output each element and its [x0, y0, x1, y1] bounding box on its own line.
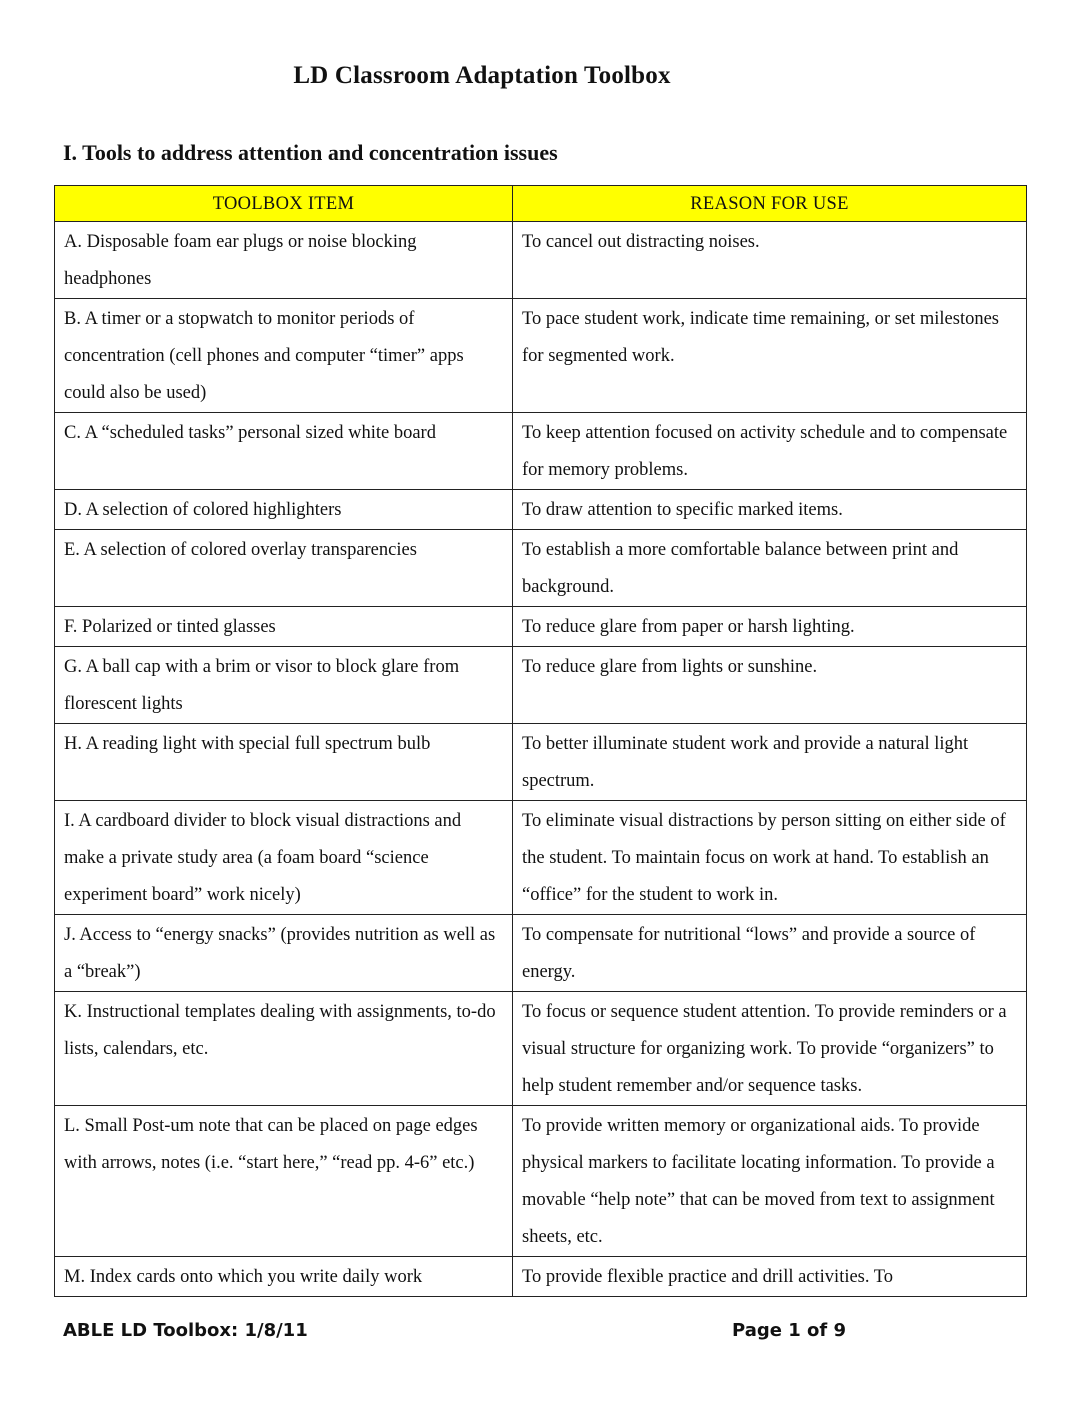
reason-cell: To provide written memory or organizational aids. To provide physical markers to facilitate locating information. To provide a movable “help note” that can be moved from text to assignment sheets, etc. — [513, 1106, 1027, 1257]
table-row — [55, 413, 1027, 490]
table-row — [55, 222, 1027, 299]
toolbox-item-cell: J. Access to “energy snacks” (provides nutrition as well as a “break”) — [55, 915, 513, 992]
reason-cell: To provide flexible practice and drill activities. To — [513, 1257, 1027, 1297]
reason-cell: To establish a more comfortable balance between print and background. — [513, 530, 1027, 607]
table-row — [55, 724, 1027, 801]
document-title: LD Classroom Adaptation Toolbox — [293, 62, 671, 89]
reason-cell: To eliminate visual distractions by person sitting on either side of the student. To maintain focus on work at hand. To establish an “office” for the student to work in. — [513, 801, 1027, 915]
reason-cell: To focus or sequence student attention. To provide reminders or a visual structure for organizing work. To provide “organizers” to help student remember and/or sequence tasks. — [513, 992, 1027, 1106]
reason-cell: To compensate for nutritional “lows” and provide a source of energy. — [513, 915, 1027, 992]
table-row — [55, 299, 1027, 413]
reason-cell: To draw attention to specific marked items. — [513, 490, 1027, 530]
toolbox-item-cell: F. Polarized or tinted glasses — [55, 607, 513, 647]
table-row — [55, 647, 1027, 724]
reason-cell: To better illuminate student work and provide a natural light spectrum. — [513, 724, 1027, 801]
toolbox-item-cell: A. Disposable foam ear plugs or noise blocking headphones — [55, 222, 513, 299]
table-row — [55, 1106, 1027, 1257]
toolbox-item-cell: H. A reading light with special full spectrum bulb — [55, 724, 513, 801]
reason-cell: To keep attention focused on activity schedule and to compensate for memory problems. — [513, 413, 1027, 490]
reason-cell: To pace student work, indicate time remaining, or set milestones for segmented work. — [513, 299, 1027, 413]
reason-cell: To reduce glare from lights or sunshine. — [513, 647, 1027, 724]
toolbox-item-cell: E. A selection of colored overlay transparencies — [55, 530, 513, 607]
reason-cell: To reduce glare from paper or harsh lighting. — [513, 607, 1027, 647]
reason-cell: To cancel out distracting noises. — [513, 222, 1027, 299]
toolbox-item-cell: I. A cardboard divider to block visual distractions and make a private study area (a foam board “science experiment board” work nicely) — [55, 801, 513, 915]
table-row — [55, 607, 1027, 647]
column-header-toolbox-item: TOOLBOX ITEM — [55, 186, 513, 222]
footer-document-label: ABLE LD Toolbox: 1/8/11 — [63, 1320, 308, 1341]
toolbox-item-cell: M. Index cards onto which you write daily work — [55, 1257, 513, 1297]
toolbox-item-cell: C. A “scheduled tasks” personal sized white board — [55, 413, 513, 490]
toolbox-item-cell: D. A selection of colored highlighters — [55, 490, 513, 530]
table-row — [55, 915, 1027, 992]
toolbox-table — [54, 185, 1027, 1297]
table-header-row — [55, 186, 1027, 222]
toolbox-item-cell: G. A ball cap with a brim or visor to block glare from florescent lights — [55, 647, 513, 724]
table-row — [55, 1257, 1027, 1297]
table-row — [55, 801, 1027, 915]
column-header-reason-for-use: REASON FOR USE — [513, 186, 1027, 222]
footer-page-number: Page 1 of 9 — [732, 1320, 846, 1341]
toolbox-item-cell: L. Small Post-um note that can be placed on page edges with arrows, notes (i.e. “start here,” “read pp. 4-6” etc.) — [55, 1106, 513, 1257]
toolbox-item-cell: B. A timer or a stopwatch to monitor periods of concentration (cell phones and computer “timer” apps could also be used) — [55, 299, 513, 413]
toolbox-item-cell: K. Instructional templates dealing with assignments, to-do lists, calendars, etc. — [55, 992, 513, 1106]
section-heading: I. Tools to address attention and concentration issues — [63, 140, 558, 165]
table-row — [55, 992, 1027, 1106]
table-row — [55, 530, 1027, 607]
table-row — [55, 490, 1027, 530]
